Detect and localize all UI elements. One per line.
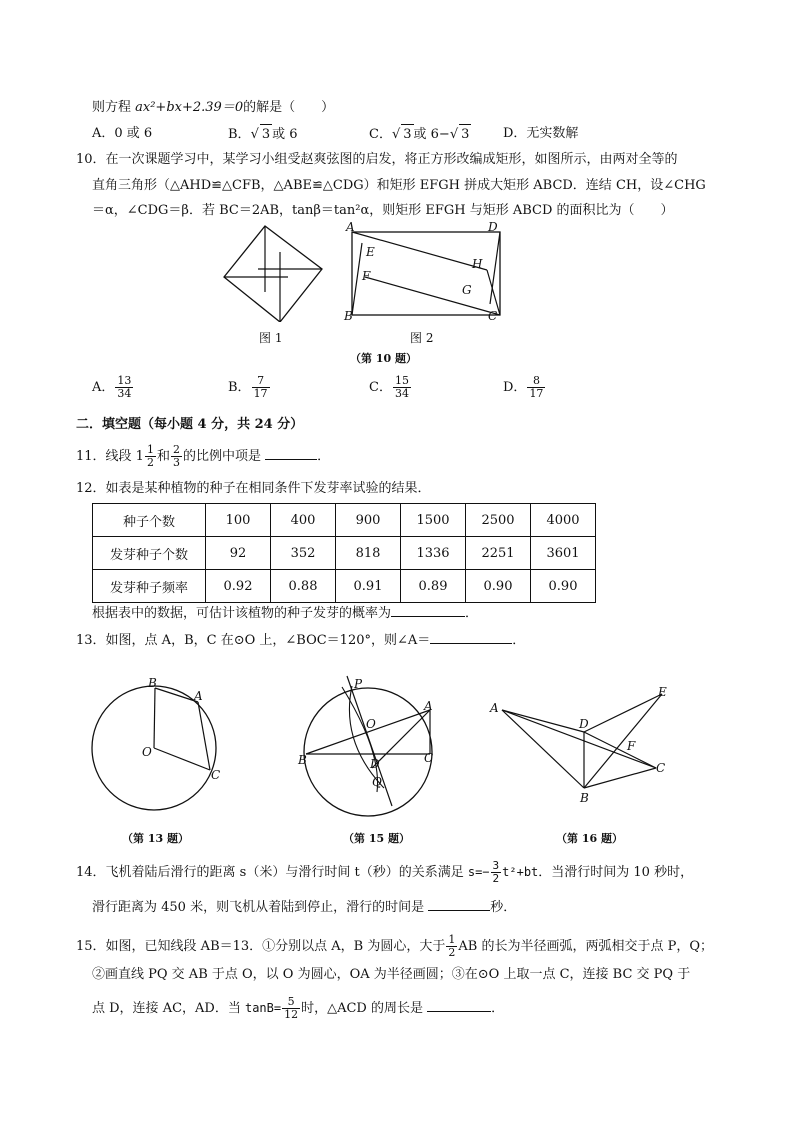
fig16-label-c: C — [656, 761, 666, 775]
table-cell: 1336 — [401, 537, 466, 570]
fig13-label-b: B — [148, 676, 157, 690]
table-cell: 100 — [206, 504, 271, 537]
q9-c-prefix: C． — [369, 127, 392, 142]
q15-text-e: ． — [491, 1001, 505, 1016]
q11-suffix: 的比例中项是 — [182, 449, 266, 464]
table-cell: 种子个数 — [93, 504, 206, 537]
table-row — [93, 504, 596, 537]
table-row — [93, 570, 596, 603]
q11-fraction-2 — [171, 444, 182, 469]
table-cell: 900 — [336, 504, 401, 537]
fig15-label-d: D — [370, 757, 380, 771]
fig16-label-d: D — [579, 717, 589, 731]
q10-d-fraction — [527, 375, 545, 400]
q14-text-c: 滑行距离为 450 米，则飞机从着陆到停止，滑行的时间是 — [92, 900, 429, 915]
q9-text-b: 的解是（ ） — [243, 100, 335, 115]
q14-f-den: 2 — [492, 872, 500, 885]
q14-fraction — [491, 860, 502, 885]
fig15-label-o: O — [366, 717, 376, 731]
q15-text-a: 15．如图，已知线段 AB＝13．①分别以点 A，B 为圆心，大于 — [76, 939, 446, 954]
q11-f1-num: 1 — [146, 443, 154, 456]
q15-answer-blank[interactable] — [427, 999, 491, 1012]
table-cell: 0.91 — [336, 570, 401, 603]
section-2-heading: 二．填空题（每小题 4 分，共 24 分） — [76, 417, 304, 432]
table-cell: 818 — [336, 537, 401, 570]
q13-caption: （第 13 题） — [122, 832, 189, 845]
table-row — [93, 537, 596, 570]
q15-line-3 — [92, 996, 504, 1021]
q10-b-fraction — [252, 375, 270, 400]
q10-c-num: 15 — [394, 374, 409, 387]
q9-c-radicand-2: 3 — [459, 124, 471, 145]
q10-line-3: ＝α，∠CDG＝β．若 BC＝2AB，tanβ＝tan²α，则矩形 EFGH 与矩形 ABCD 的面积比为（ ） — [92, 203, 674, 218]
q14-formula-pre: s=− — [467, 865, 490, 879]
fig2-label-b: B — [344, 309, 353, 322]
q14-f-num: 3 — [492, 859, 500, 872]
q10-line-2: 直角三角形（△AHD≌△CFB，△ABE≌△CDG）和矩形 EFGH 拼成大矩形 ABCD．连结 CH，设∠CHG — [92, 178, 706, 193]
q10-line-1: 10．在一次课题学习中，某学习小组受赵爽弦图的启发，将正方形改编成矩形，如图所示，由两对全等的 — [76, 152, 678, 167]
q9-option-d: D．无实数解 — [503, 126, 579, 141]
fig15-label-q: Q — [372, 775, 382, 789]
table-cell: 发芽种子频率 — [93, 570, 206, 603]
q12-answer-blank[interactable] — [391, 604, 465, 617]
q10-d-num: 8 — [527, 375, 545, 388]
fig13-label-c: C — [211, 768, 221, 782]
q9-b-prefix: B． — [228, 127, 251, 142]
q9-text-a: 则方程 — [92, 100, 136, 115]
q15-f-num: 1 — [448, 933, 456, 946]
fig15-label-b: B — [298, 753, 307, 767]
q15-f-den: 2 — [448, 946, 456, 959]
fig2-label-a: A — [346, 222, 355, 234]
q15-tan-fraction — [282, 996, 300, 1021]
q10-b-num: 7 — [252, 375, 270, 388]
table-cell: 2251 — [466, 537, 531, 570]
q15-line-1 — [76, 934, 713, 959]
q15-text-c: 点 D，连接 AC，AD．当 — [92, 1001, 245, 1016]
q14-formula-post: t²+bt — [502, 865, 539, 879]
q10-c-fraction — [393, 375, 411, 400]
q11-stem: 11．线段 1 $\frac{1}{2}$ 和 $\frac{2}{3}$ 的比例中项是 ． — [76, 443, 331, 469]
q10-option-a — [92, 375, 134, 400]
q10-a-den: 34 — [117, 387, 132, 400]
fig15-label-a: A — [424, 699, 433, 713]
q9-option-c: C．√ 3 或 6−√ 3 — [369, 124, 471, 145]
q10-option-d — [503, 375, 546, 400]
q11-f2-den: 3 — [172, 456, 180, 469]
table-cell: 0.88 — [271, 570, 336, 603]
q14-formula — [467, 859, 539, 885]
table-cell: 3601 — [531, 537, 596, 570]
table-cell: 0.89 — [401, 570, 466, 603]
q15-line-2: ②画直线 PQ 交 AB 于点 O，以 O 为圆心，OA 为半径画圆；③在⊙O 上取一点 C，连接 BC 交 PQ 于 — [92, 967, 691, 982]
table-cell: 2500 — [466, 504, 531, 537]
table-cell: 92 — [206, 537, 271, 570]
table-cell: 0.90 — [466, 570, 531, 603]
table-cell: 4000 — [531, 504, 596, 537]
fig16-label-a: A — [490, 701, 499, 715]
fig2-label-d: D — [488, 222, 498, 234]
q10-figure-1 — [220, 222, 330, 322]
q14-text-d: 秒． — [490, 900, 517, 915]
q15-t-den: 12 — [284, 1008, 299, 1021]
fig2-label-e: E — [366, 245, 375, 259]
fig13-label-o: O — [142, 745, 152, 759]
q15-tan: tanB= — [244, 1001, 282, 1015]
q10-option-b — [228, 375, 271, 400]
fig2-label-c: C — [488, 309, 498, 322]
fig2-label-f: F — [362, 269, 371, 283]
q10-figure-2 — [340, 222, 510, 322]
q12-table — [92, 503, 596, 603]
q10-c-den: 34 — [394, 387, 409, 400]
fig13-label-a: A — [194, 689, 203, 703]
q15-fraction — [446, 934, 457, 959]
q11-f1-den: 2 — [146, 456, 154, 469]
q13-stem: 13．如图，点 A，B，C 在⊙O 上，∠BOC＝120°，则∠A＝ ． — [76, 633, 526, 648]
q10-c-letter: C． — [369, 380, 392, 395]
q15-caption: （第 15 题） — [343, 832, 410, 845]
q10-a-fraction — [115, 375, 133, 400]
q14-text-a: 14．飞机着陆后滑行的距离 s（米）与滑行时间 t（秒）的关系满足 — [76, 865, 468, 880]
fig2-caption: 图 2 — [410, 331, 434, 345]
q9-option-b: B．√ 3 或 6 — [228, 124, 298, 145]
q16-caption: （第 16 题） — [556, 832, 623, 845]
fig16-label-f: F — [627, 739, 636, 753]
q9-c-radicand-1: 3 — [401, 124, 413, 145]
q11-fraction-1 — [145, 444, 156, 469]
q13-answer-blank[interactable] — [430, 631, 512, 644]
q10-b-den: 17 — [253, 387, 268, 400]
q11-prefix: 11．线段 1 — [76, 449, 144, 464]
q10-d-letter: D． — [503, 380, 527, 395]
q13-text: 13．如图，点 A，B，C 在⊙O 上，∠BOC＝120°，则∠A＝ — [76, 633, 431, 648]
table-cell: 1500 — [401, 504, 466, 537]
fig2-label-g: G — [462, 283, 472, 297]
q10-option-c — [369, 375, 412, 400]
fig16-label-b: B — [580, 791, 589, 805]
q13-figure — [90, 672, 240, 822]
q14-text-b: ．当滑行时间为 10 秒时， — [538, 865, 694, 880]
q14-line-1 — [76, 860, 693, 885]
q10-a-letter: A． — [92, 380, 115, 395]
q15-figure — [292, 672, 442, 822]
q10-b-letter: B． — [228, 380, 251, 395]
q9-b-radicand: 3 — [260, 124, 272, 145]
table-cell: 0.92 — [206, 570, 271, 603]
q14-line-2 — [92, 898, 516, 918]
q12-after-text: 根据表中的数据，可估计该植物的种子发芽的概率为 — [92, 606, 392, 621]
q9-b-suffix: 或 6 — [272, 127, 298, 142]
table-cell: 0.90 — [531, 570, 596, 603]
fig15-label-p: P — [354, 677, 363, 691]
q15-t-num: 5 — [282, 996, 300, 1009]
q9-option-a: A．0 或 6 — [92, 126, 153, 141]
q14-answer-blank[interactable] — [428, 898, 490, 911]
q10-d-den: 17 — [529, 387, 544, 400]
q10-caption: （第 10 题） — [350, 352, 417, 365]
fig15-label-c: C — [424, 751, 434, 765]
q10-a-num: 13 — [117, 374, 132, 387]
q11-f2-num: 2 — [172, 443, 180, 456]
q16-figure — [484, 680, 684, 810]
fig2-label-h: H — [472, 257, 483, 271]
table-cell: 发芽种子个数 — [93, 537, 206, 570]
fig1-caption: 图 1 — [259, 331, 283, 345]
table-cell: 400 — [271, 504, 336, 537]
table-cell: 352 — [271, 537, 336, 570]
q12-stem: 12．如表是某种植物的种子在相同条件下发芽率试验的结果． — [76, 481, 431, 496]
q9-stem — [92, 98, 334, 118]
q9-equation: ax²+bx+2.39＝0 — [135, 100, 244, 115]
q11-answer-blank[interactable] — [265, 447, 317, 460]
q15-text-b: AB 的长为半径画弧，两弧相交于点 P，Q； — [458, 939, 713, 954]
q9-c-middle: 或 6− — [413, 127, 450, 142]
q12-after: 根据表中的数据，可估计该植物的种子发芽的概率为 ． — [92, 606, 479, 621]
q15-text-d: 时，△ACD 的周长是 — [301, 1001, 428, 1016]
q11-mid: 和 — [156, 449, 170, 464]
fig16-label-e: E — [658, 685, 667, 699]
